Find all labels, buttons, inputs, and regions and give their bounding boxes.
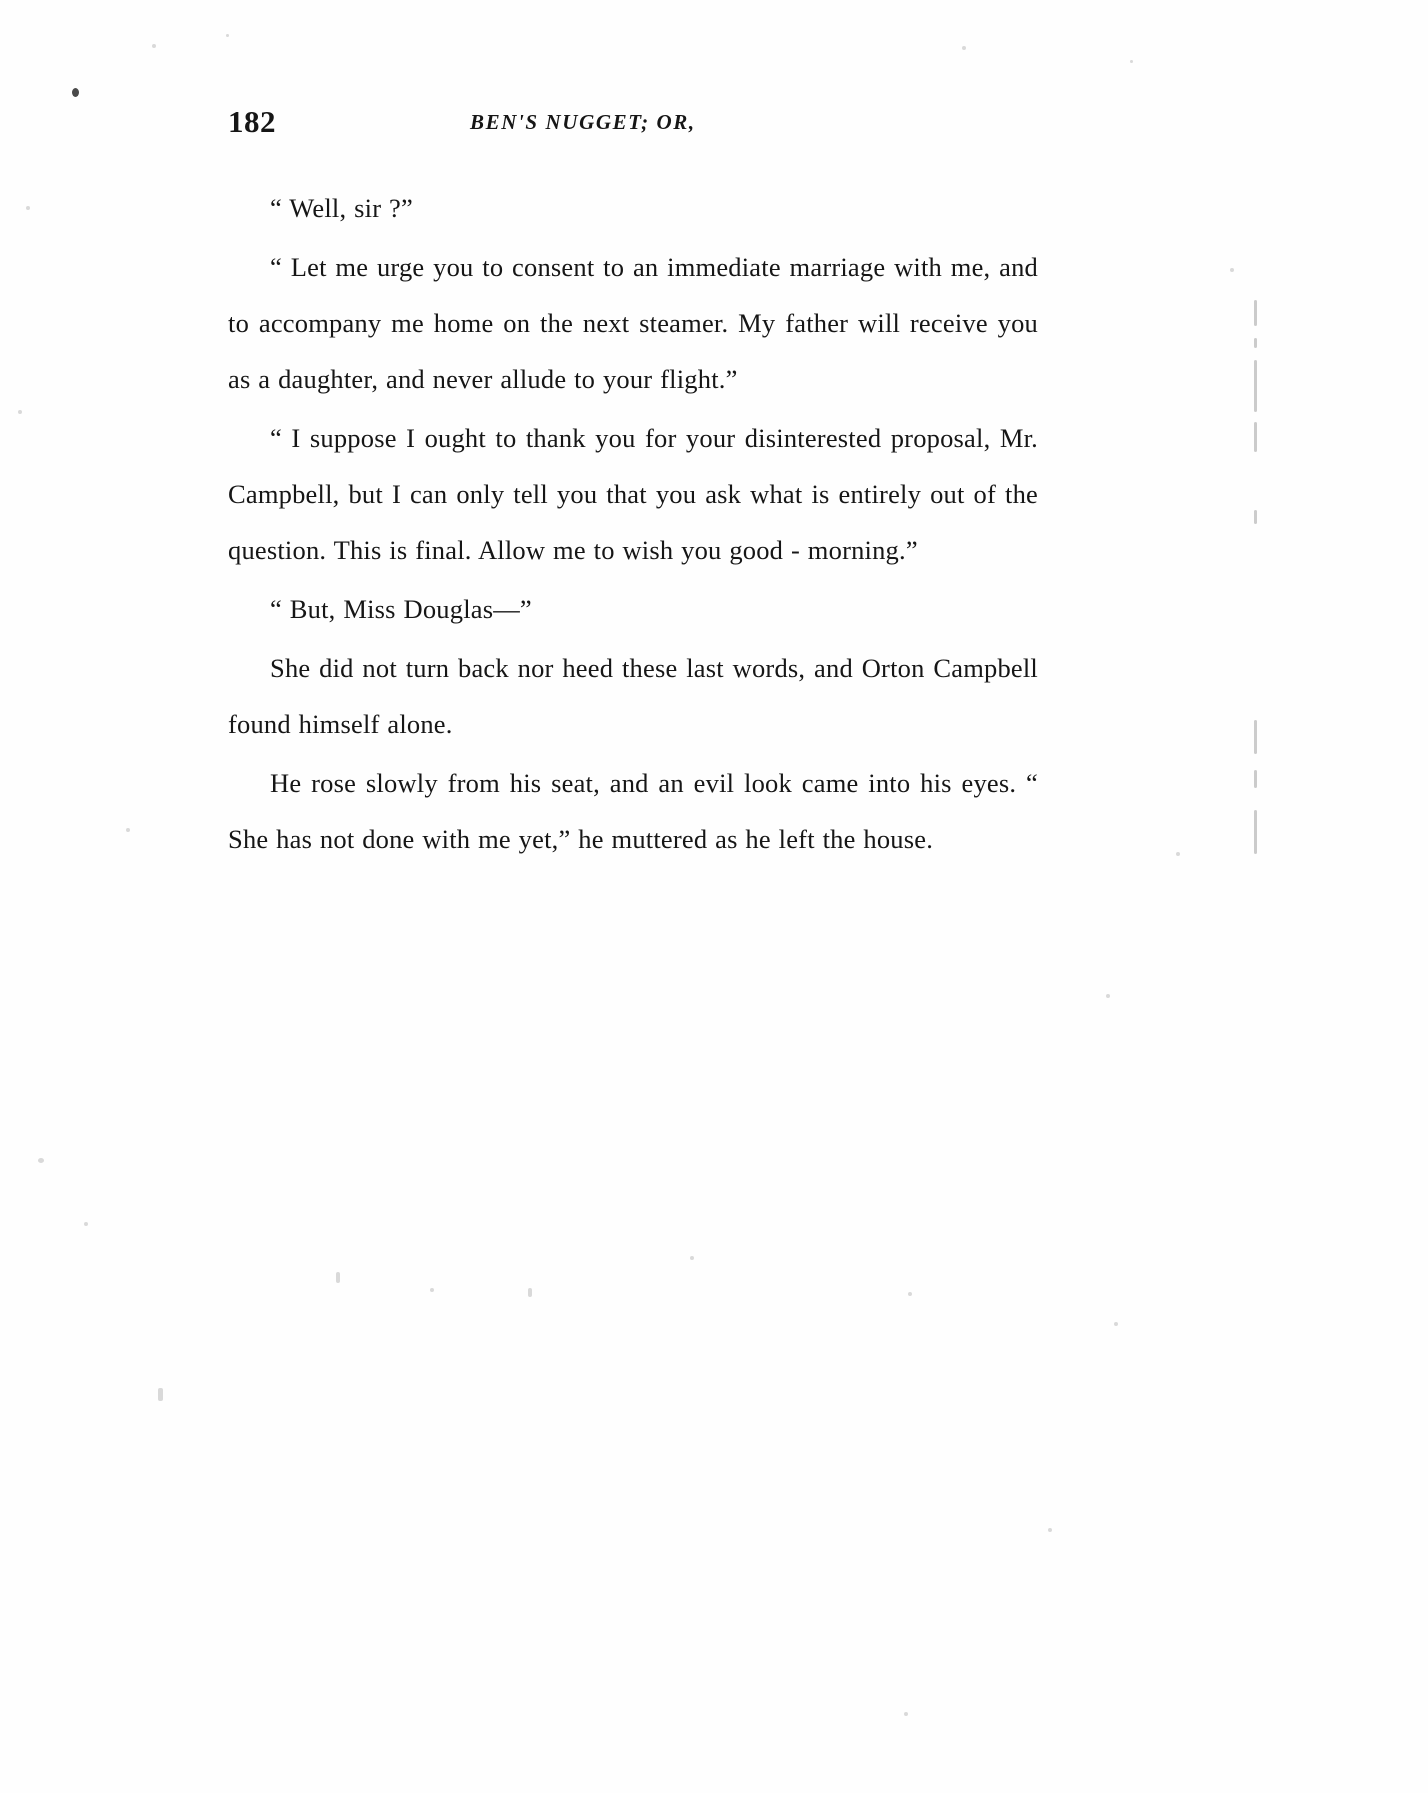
paper-speck [1176, 852, 1180, 856]
paper-speck [72, 88, 79, 97]
paper-speck [126, 828, 130, 832]
running-head [228, 96, 1038, 154]
book-title-header: BEN'S NUGGET; OR, [470, 110, 696, 134]
paper-speck [690, 1256, 694, 1260]
paragraph: “ Well, sir ?” [270, 193, 413, 223]
paper-speck [26, 206, 30, 210]
paragraph: “ Let me urge you to consent to an immediate marriage with me, and to accompany me home on the next steamer. My father will receive you as a daughter, and never allude to your flight.” [228, 252, 1038, 394]
paragraph: “ But, Miss Douglas—” [270, 594, 532, 624]
paper-speck [904, 1712, 908, 1716]
paper-speck [1230, 268, 1234, 272]
scan-edge-artifacts [1254, 300, 1260, 860]
paper-speck [908, 1292, 912, 1296]
paper-speck [1130, 60, 1133, 63]
paper-speck [18, 410, 22, 414]
paper-speck [430, 1288, 434, 1292]
paragraph: He rose slowly from his seat, and an evil look came into his eyes. “ She has not done with me yet,” he muttered as he left the house. [228, 768, 1038, 854]
paragraph: “ I suppose I ought to thank you for your disinterested proposal, Mr. Campbell, but I can only tell you that you ask what is entirely out of the question. This is final. Allow me to wish you good - morning.” [228, 423, 1038, 565]
paragraph: She did not turn back nor heed these last words, and Orton Campbell found himself alone. [228, 653, 1038, 739]
paper-speck [152, 44, 156, 48]
paper-speck [1048, 1528, 1052, 1532]
paper-speck [1114, 1322, 1118, 1326]
paper-speck [38, 1158, 44, 1163]
paper-speck [1106, 994, 1110, 998]
paper-speck [84, 1222, 88, 1226]
paper-speck [336, 1272, 340, 1283]
page-number: 182 [228, 104, 276, 139]
paper-speck [158, 1388, 163, 1401]
paper-speck [528, 1288, 532, 1297]
paper-speck [226, 34, 229, 37]
body-text [228, 180, 1038, 867]
paper-speck [962, 46, 966, 50]
page-content [228, 96, 1038, 870]
